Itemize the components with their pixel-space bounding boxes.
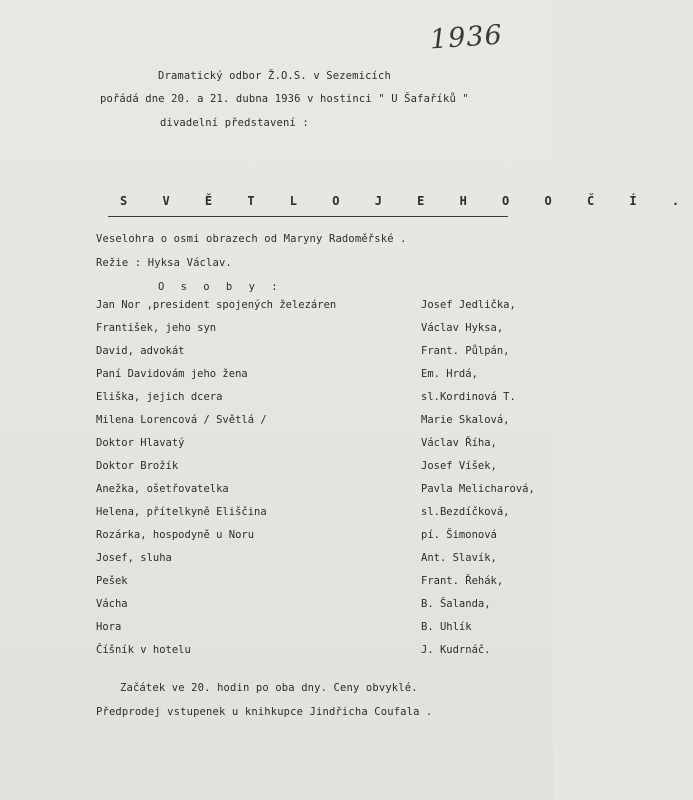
cast-role: Doktor Brožík — [96, 460, 179, 472]
cast-role: Hora — [96, 621, 122, 633]
cast-row — [96, 598, 546, 612]
cast-actor: Em. Hrdá, — [421, 368, 478, 380]
cast-row — [96, 552, 546, 566]
cast-actor: Václav Hyksa, — [421, 322, 504, 334]
cast-actor: sl.Kordinová T. — [421, 391, 516, 403]
cast-heading: O s o b y : — [158, 281, 283, 293]
cast-row — [96, 506, 546, 520]
cast-actor: pí. Šimonová — [421, 529, 497, 541]
cast-row — [96, 345, 546, 359]
cast-row — [96, 483, 546, 497]
cast-row — [96, 644, 546, 658]
cast-role: Doktor Hlavatý — [96, 437, 185, 449]
play-subtitle: Veselohra o osmi obrazech od Maryny Radoměřské . — [96, 233, 407, 245]
footer-start-time: Začátek ve 20. hodin po oba dny. Ceny obvyklé. — [120, 682, 418, 694]
header-line-3: divadelní představení : — [160, 117, 309, 129]
cast-row — [96, 391, 546, 405]
cast-role: Eliška, jejich dcera — [96, 391, 223, 403]
cast-role: Číšník v hotelu — [96, 644, 191, 656]
cast-actor: Josef Víšek, — [421, 460, 497, 472]
cast-row — [96, 299, 546, 313]
cast-role: Helena, přítelkyně Eliščina — [96, 506, 267, 518]
cast-actor: Pavla Melicharová, — [421, 483, 535, 495]
director-line: Režie : Hyksa Václav. — [96, 257, 232, 269]
cast-actor: B. Uhlík — [421, 621, 472, 633]
play-title: S V Ě T L O J E H O O Č Í . — [120, 194, 693, 208]
cast-role: David, advokát — [96, 345, 185, 357]
footer-presale: Předprodej vstupenek u knihkupce Jindřicha Coufala . — [96, 706, 433, 718]
cast-row — [96, 368, 546, 382]
cast-actor: J. Kudrnáč. — [421, 644, 491, 656]
cast-role: František, jeho syn — [96, 322, 217, 334]
title-underline — [108, 216, 508, 217]
cast-row — [96, 322, 546, 336]
cast-actor: Frant. Půlpán, — [421, 345, 510, 357]
cast-row — [96, 414, 546, 428]
cast-row — [96, 529, 546, 543]
header-line-1: Dramatický odbor Ž.O.S. v Sezemicích — [158, 70, 391, 82]
cast-role: Pešek — [96, 575, 128, 587]
cast-actor: Josef Jedlička, — [421, 299, 516, 311]
cast-actor: B. Šalanda, — [421, 598, 491, 610]
cast-role: Jan Nor ,president spojených železáren — [96, 299, 337, 311]
cast-actor: Marie Skalová, — [421, 414, 510, 426]
cast-actor: Ant. Slavík, — [421, 552, 497, 564]
cast-role: Rozárka, hospodyně u Noru — [96, 529, 255, 541]
cast-actor: Václav Říha, — [421, 437, 497, 449]
cast-actor: Frant. Řehák, — [421, 575, 504, 587]
cast-row — [96, 621, 546, 635]
cast-row — [96, 575, 546, 589]
cast-row — [96, 437, 546, 451]
cast-role: Josef, sluha — [96, 552, 172, 564]
header-line-2: pořádá dne 20. a 21. dubna 1936 v hostinci " U Šafaříků " — [100, 93, 469, 105]
cast-row — [96, 460, 546, 474]
cast-actor: sl.Bezdíčková, — [421, 506, 510, 518]
cast-role: Vácha — [96, 598, 128, 610]
cast-role: Anežka, ošetřovatelka — [96, 483, 229, 495]
handwritten-year: 1936 — [429, 19, 504, 56]
cast-role: Milena Lorencová / Světlá / — [96, 414, 267, 426]
cast-role: Paní Davidovám jeho žena — [96, 368, 248, 380]
